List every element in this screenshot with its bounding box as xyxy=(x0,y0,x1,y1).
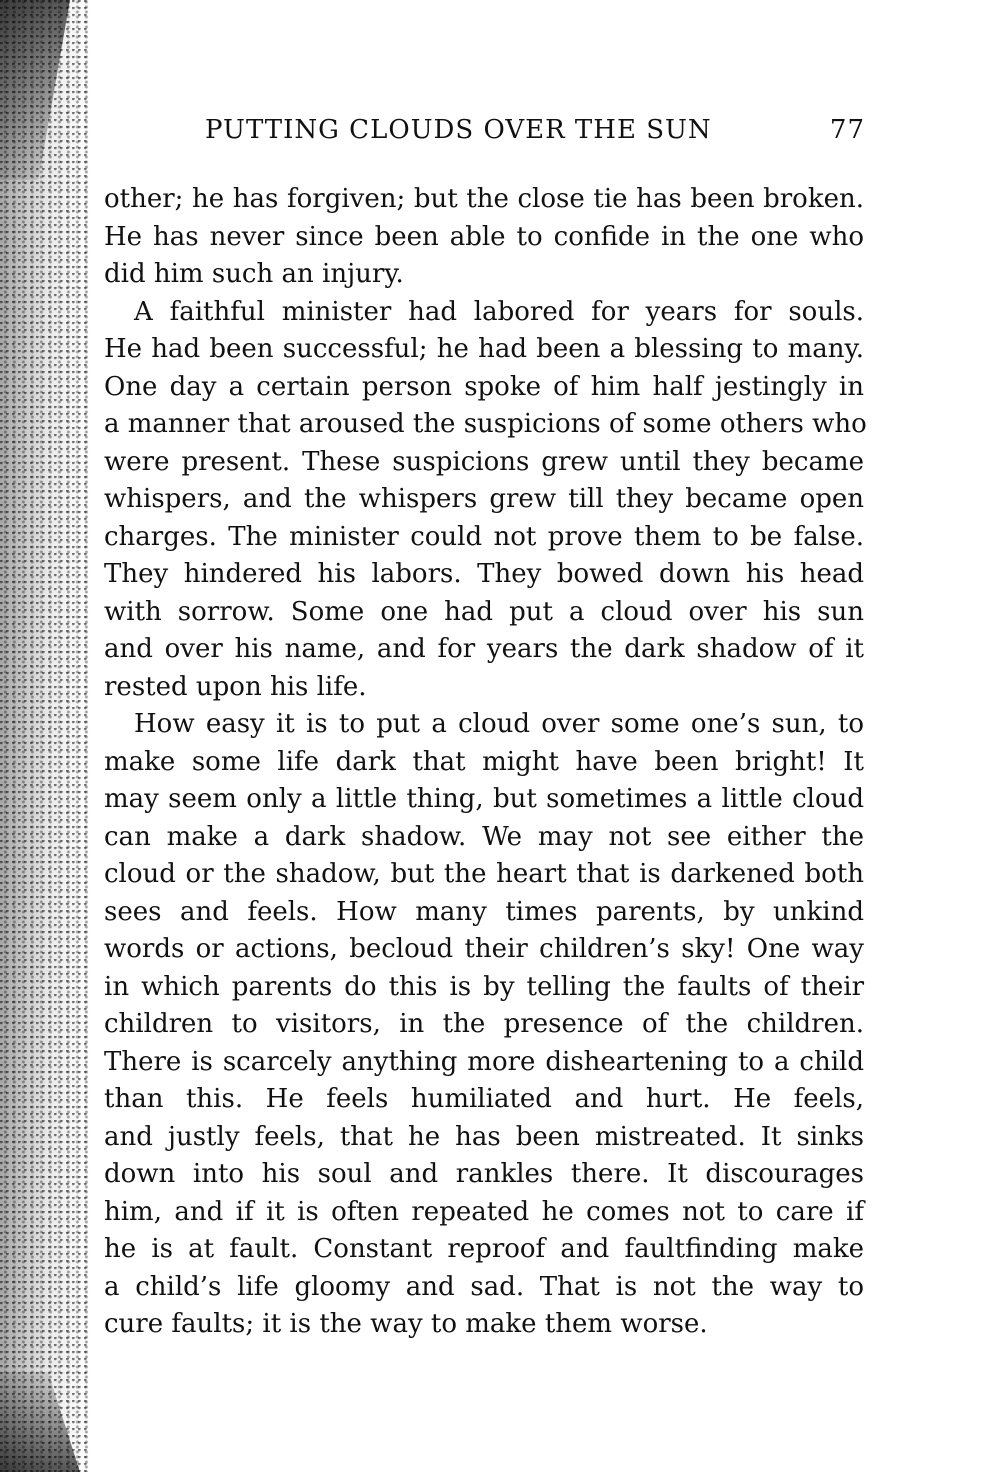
text-line: and justly feels, that he has been mistreated. It sinks xyxy=(104,1121,864,1152)
text-line: He has never since been able to confide in the one who xyxy=(104,221,864,252)
text-line: rested upon his life. xyxy=(104,671,367,702)
text-line: he is at fault. Constant reproof and faultfinding make xyxy=(104,1234,864,1264)
text-line: sees and feels. How many times parents, by unkind xyxy=(104,896,864,927)
running-header xyxy=(205,114,865,146)
text-line: were present. These suspicions grew until they became xyxy=(104,446,864,477)
text-line: a child’s life gloomy and sad. That is not the way to xyxy=(104,1271,864,1302)
text-line: him, and if it is often repeated he comes not to care if xyxy=(104,1196,864,1227)
text-line: whispers, and the whispers grew till they became open xyxy=(104,484,864,514)
text-line: children to visitors, in the presence of the children. xyxy=(104,1009,864,1039)
text-line: down into his soul and rankles there. It discourages xyxy=(104,1159,864,1189)
scanned-page-edge-shadow xyxy=(0,0,90,1472)
text-line: than this. He feels humiliated and hurt. He feels, xyxy=(104,1084,864,1114)
page-number: 77 xyxy=(829,115,865,145)
text-line: There is scarcely anything more disheartening to a child xyxy=(104,1046,864,1077)
text-line: make some life dark that might have been bright! It xyxy=(104,746,864,777)
text-line: One day a certain person spoke of him half jestingly in xyxy=(104,371,864,402)
text-line: cure faults; it is the way to make them worse. xyxy=(104,1309,708,1339)
text-line: did him such an injury. xyxy=(104,259,404,289)
text-line: cloud or the shadow, but the heart that is darkened both xyxy=(104,859,864,889)
chapter-title: PUTTING CLOUDS OVER THE SUN xyxy=(205,115,712,145)
text-line: a manner that aroused the suspicions of some others who xyxy=(104,409,867,439)
text-line: He had been successful; he had been a blessing to many. xyxy=(104,334,864,364)
text-line: and over his name, and for years the dark shadow of it xyxy=(104,634,864,664)
text-line: can make a dark shadow. We may not see either the xyxy=(104,821,864,852)
paragraph-start-line: A faithful minister had labored for years for souls. xyxy=(134,296,864,327)
paragraph-start-line: How easy it is to put a cloud over some one’s sun, to xyxy=(134,709,864,739)
text-line: may seem only a little thing, but sometimes a little cloud xyxy=(104,784,864,814)
text-line: with sorrow. Some one had put a cloud over his sun xyxy=(104,596,864,627)
text-line: words or actions, becloud their children’s sky! One way xyxy=(104,934,864,964)
text-line: other; he has forgiven; but the close tie has been broken. xyxy=(104,184,864,214)
text-line: charges. The minister could not prove them to be false. xyxy=(104,521,864,552)
text-line: They hindered his labors. They bowed down his head xyxy=(104,559,864,589)
text-line: in which parents do this is by telling the faults of their xyxy=(104,971,864,1002)
body-text xyxy=(104,181,867,1344)
